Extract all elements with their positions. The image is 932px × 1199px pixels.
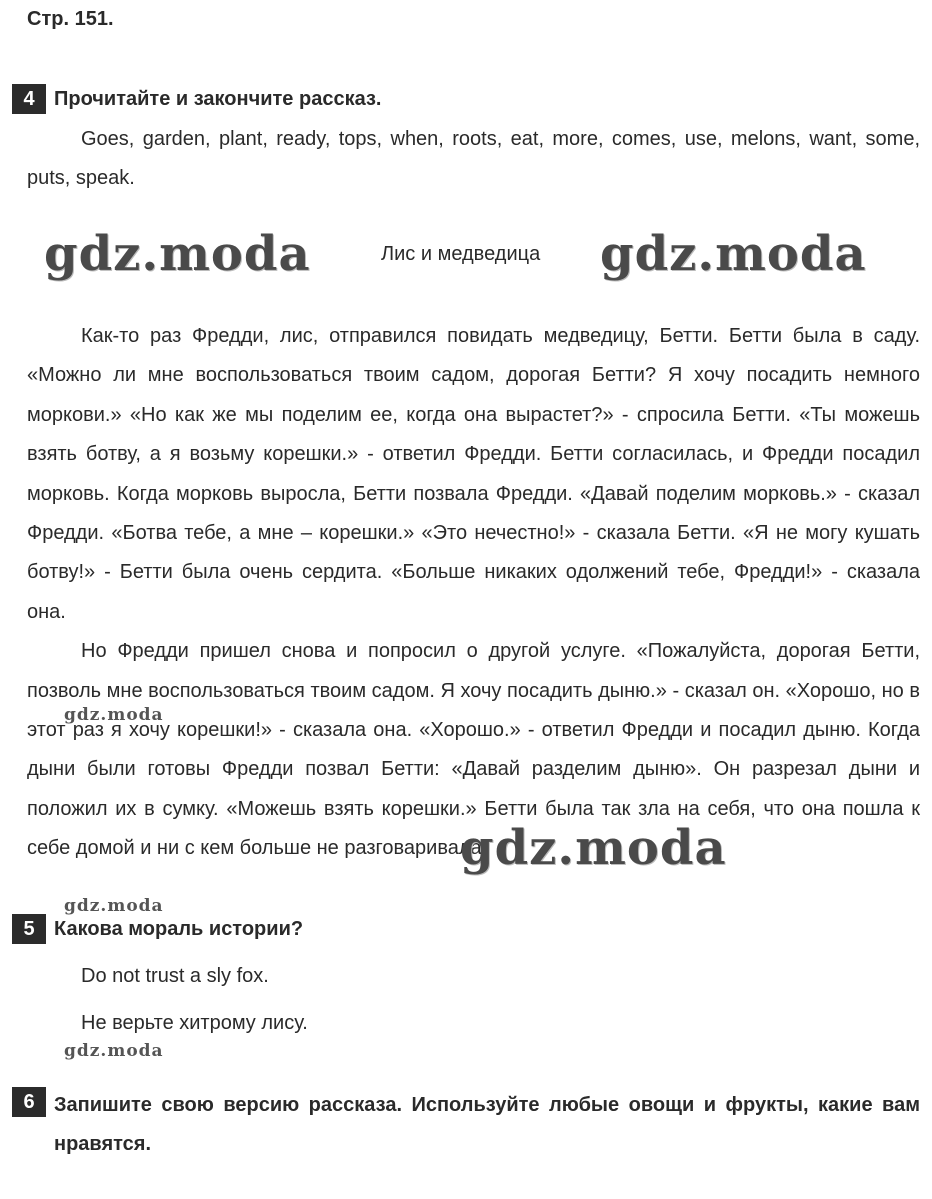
watermark-logo-small: gdz.moda (64, 1041, 164, 1061)
story-paragraph-2: Но Фредди пришел снова и попросил о другой услуге. «Пожалуйста, дорогая Бетти, позволь мне воспользоваться твоим садом. Я хочу посадить дыню.» - сказал он. «Хорошо, но в этот раз я хочу корешки!» - сказала она. «Хорошо.» - ответил Фредди и посадил дыню. Когда дыни были готовы Фредди позвал Бетти: «Давай разделим дыню». Он разрезал дыни и положил их в сумку. «Можешь взять корешки.» Бетти была так зла на себя, что она пошла к себе домой и ни с кем больше не разговаривала. (27, 640, 920, 860)
word-list-text: Goes, garden, plant, ready, tops, when, roots, eat, more, comes, use, melons, want, some, puts, speak. (27, 128, 920, 190)
watermark-logo: gdz.moda (600, 226, 867, 282)
task-4-header (12, 84, 381, 114)
task-6-header (12, 1087, 54, 1117)
task-5-answer-ru: Не верьте хитрому лису. (81, 1012, 308, 1034)
watermark-logo-small: gdz.moda (64, 896, 164, 916)
story-title: Лис и медведица (381, 243, 541, 265)
watermark-logo: gdz.moda (460, 820, 727, 876)
word-list (27, 120, 920, 199)
task-5-answer-en: Do not trust a sly fox. (81, 965, 269, 987)
watermark-logo-small: gdz.moda (64, 705, 164, 725)
task-6-number: 6 (12, 1087, 46, 1117)
story-paragraph-1: Как-то раз Фредди, лис, отправился повидать медведицу, Бетти. Бетти была в саду. «Можно ли мне воспользоваться твоим садом, дорогая Бетти? Я хочу посадить немного моркови.» «Но как же мы поделим ее, когда она вырастет?» - спросила Бетти. «Ты можешь взять ботву, а я возьму корешки.» - ответил Фредди. Бетти согласилась, и Фредди посадил морковь. Когда морковь выросла, Бетти позвала Фредди. «Давай поделим морковь.» - сказал Фредди. «Ботва тебе, а мне – корешки.» «Это нечестно!» - сказала Бетти. «Я не могу кушать ботву!» - Бетти была очень сердита. «Больше никаких одолжений тебе, Фредди!» - сказала она. (27, 325, 920, 623)
page-number: Стр. 151. (27, 8, 114, 30)
task-5-header (12, 914, 303, 944)
task-4-title: Прочитайте и закончите рассказ. (54, 87, 382, 110)
task-4-number: 4 (12, 84, 46, 114)
watermark-logo: gdz.moda (44, 226, 311, 282)
task-5-number: 5 (12, 914, 46, 944)
task-5-title: Какова мораль истории? (54, 917, 304, 940)
story-text (27, 317, 920, 869)
task-6-title: Запишите свою версию рассказа. Используйте любые овощи и фрукты, какие вам нравятся. (54, 1094, 920, 1155)
